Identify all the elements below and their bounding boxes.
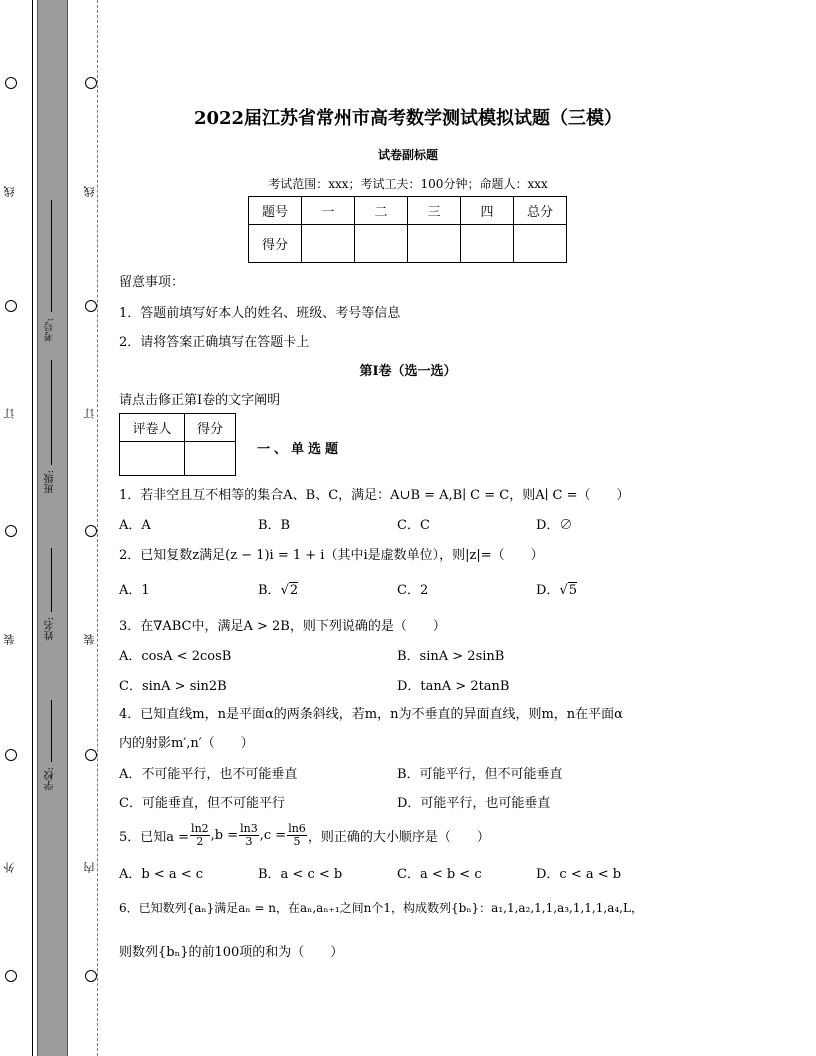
page-title: 2022届江苏省常州市高考数学测试模拟试题（三模） bbox=[193, 108, 623, 129]
margin-char-outer: 订 bbox=[3, 408, 16, 419]
question-4-stem-cont: 内的射影m′,n′（ ） bbox=[119, 736, 254, 751]
q3-option-c[interactable]: C．sinA > sin2B bbox=[119, 679, 227, 694]
question-1-stem: 1．若非空且互不相等的集合A、B、C，满足：A∪B = A,B∣ C = C，则A∣ C =（ ） bbox=[119, 488, 630, 503]
margin-char-inner: 线 bbox=[83, 186, 96, 197]
field-label-number: 考号: bbox=[45, 318, 56, 342]
margin-char-inner: 内 bbox=[83, 862, 96, 873]
margin-char-outer: 外 bbox=[3, 862, 16, 873]
margin-char-inner: 装 bbox=[83, 634, 96, 645]
q1-option-c[interactable]: C．C bbox=[397, 518, 430, 533]
score-input-cell[interactable] bbox=[302, 225, 355, 263]
sqrt-sign: √ bbox=[559, 583, 568, 598]
fraction-numerator: ln2 bbox=[191, 821, 209, 835]
notes-item: 1．答题前填写好本人的姓名、班级、考号等信息 bbox=[119, 306, 401, 321]
q4-option-c[interactable]: C．可能垂直，但不可能平行 bbox=[119, 796, 285, 811]
grader-table bbox=[119, 413, 236, 476]
score-header-cell: 总分 bbox=[514, 197, 567, 225]
score-header-cell: 一 bbox=[302, 197, 355, 225]
q5-option-a[interactable]: A．b < a < c bbox=[119, 867, 204, 882]
q2-option-b-label: B． bbox=[258, 583, 281, 598]
score-header-cell: 四 bbox=[461, 197, 514, 225]
q2-option-a[interactable]: A．1 bbox=[119, 583, 150, 598]
q4-option-d[interactable]: D．可能平行，也可能垂直 bbox=[397, 796, 551, 811]
q2-option-b[interactable] bbox=[258, 579, 298, 598]
score-input-cell[interactable] bbox=[355, 225, 408, 263]
q4-option-b[interactable]: B．可能平行，但不可能垂直 bbox=[397, 767, 563, 782]
question-4-stem: 4．已知直线m，n是平面α的两条斜线，若m，n为不垂直的异面直线，则m，n在平面α bbox=[119, 707, 623, 722]
q4-option-a[interactable]: A．不可能平行，也不可能垂直 bbox=[119, 767, 298, 782]
question-5-stem bbox=[119, 817, 490, 853]
q3-option-b[interactable]: B．sinA > 2sinB bbox=[397, 649, 505, 664]
score-table bbox=[248, 196, 567, 263]
fraction-denominator: 5 bbox=[293, 834, 301, 848]
fraction bbox=[287, 823, 307, 847]
grader-input-cell[interactable] bbox=[120, 442, 185, 476]
binding-hole bbox=[5, 970, 17, 982]
sqrt-radicand: 2 bbox=[289, 583, 299, 598]
q1-option-a[interactable]: A．A bbox=[119, 518, 151, 533]
sqrt-sign: √ bbox=[280, 583, 289, 598]
q5-lead: 5．已知a = bbox=[119, 829, 190, 845]
score-input-cell[interactable] bbox=[408, 225, 461, 263]
field-line-school[interactable] bbox=[51, 700, 52, 762]
binding-hole bbox=[85, 970, 97, 982]
grader-input-cell[interactable] bbox=[185, 442, 236, 476]
exam-info: 考试范围：xxx；考试工夫：100分钟；命题人：xxx bbox=[268, 177, 548, 191]
fraction bbox=[239, 823, 259, 847]
binding-hole bbox=[5, 77, 17, 89]
q5-tail: ，则正确的大小顺序是（ ） bbox=[307, 829, 490, 845]
binding-hole bbox=[5, 525, 17, 537]
field-label-name: 姓名: bbox=[45, 617, 56, 641]
fraction-denominator: 2 bbox=[196, 834, 204, 848]
q3-option-a[interactable]: A．cosA < 2cosB bbox=[119, 649, 232, 664]
q5-option-b[interactable]: B．a < c < b bbox=[258, 867, 343, 882]
part1-title: 第I卷（选一选） bbox=[359, 364, 457, 379]
fraction-numerator: ln3 bbox=[240, 821, 258, 835]
score-input-cell[interactable] bbox=[461, 225, 514, 263]
binding-hole bbox=[85, 525, 97, 537]
question-2-stem: 2．已知复数z满足(z − 1)i = 1 + i（其中i是虚数单位），则|z|=（ ） bbox=[119, 548, 544, 563]
question-3-stem: 3．在∇ABC中，满足A > 2B，则下列说确的是（ ） bbox=[119, 619, 446, 634]
margin-char-outer: 线 bbox=[3, 186, 16, 197]
field-line-number[interactable] bbox=[51, 200, 52, 312]
field-line-name[interactable] bbox=[51, 548, 52, 612]
score-row-label: 得分 bbox=[249, 225, 302, 263]
score-header-cell: 三 bbox=[408, 197, 461, 225]
part1-instruction[interactable]: 请点击修正第I卷的文字阐明 bbox=[119, 393, 281, 408]
q1-option-b[interactable]: B．B bbox=[258, 518, 291, 533]
binding-hole bbox=[85, 300, 97, 312]
q2-option-d[interactable] bbox=[536, 579, 577, 598]
page-subtitle: 试卷副标题 bbox=[377, 148, 438, 162]
q2-option-d-label: D． bbox=[536, 583, 560, 598]
q2-option-c[interactable]: C．2 bbox=[397, 583, 429, 598]
score-header-cell: 题号 bbox=[249, 197, 302, 225]
notes-heading: 留意事项： bbox=[119, 275, 185, 290]
q1-option-d[interactable]: D．∅ bbox=[536, 518, 573, 533]
section-title: 一、单选题 bbox=[257, 442, 343, 457]
margin-char-outer: 装 bbox=[3, 634, 16, 645]
binding-hole bbox=[85, 749, 97, 761]
field-label-school: 学校: bbox=[45, 767, 56, 791]
binding-hole bbox=[5, 300, 17, 312]
notes-item: 2．请将答案正确填写在答题卡上 bbox=[119, 335, 310, 350]
grader-label: 评卷人 bbox=[120, 414, 185, 442]
q5-mid: ,b = bbox=[210, 827, 239, 843]
grader-score-label: 得分 bbox=[185, 414, 236, 442]
q5-mid: ,c = bbox=[259, 827, 287, 843]
sqrt-radicand: 5 bbox=[568, 583, 578, 598]
score-header-cell: 二 bbox=[355, 197, 408, 225]
q5-option-c[interactable]: C．a < b < c bbox=[397, 867, 482, 882]
q3-option-d[interactable]: D．tanA > 2tanB bbox=[397, 679, 510, 694]
score-input-cell[interactable] bbox=[514, 225, 567, 263]
fraction bbox=[190, 823, 210, 847]
fraction-denominator: 3 bbox=[245, 834, 253, 848]
q5-option-d[interactable]: D．c < a < b bbox=[536, 867, 622, 882]
binding-hole bbox=[5, 749, 17, 761]
fraction-numerator: ln6 bbox=[288, 821, 306, 835]
question-6-stem-cont: 则数列{bₙ}的前100项的和为（ ） bbox=[119, 945, 344, 960]
field-label-class: 班级: bbox=[45, 470, 56, 494]
margin-char-inner: 订 bbox=[83, 408, 96, 419]
question-6-stem: 6．已知数列{aₙ}满足aₙ = n，在aₙ,aₙ₊₁之间n个1，构成数列{bₙ}：a₁,1,a₂,1,1,a₃,1,1,1,a₄,L， bbox=[119, 901, 643, 915]
binding-hole bbox=[85, 77, 97, 89]
